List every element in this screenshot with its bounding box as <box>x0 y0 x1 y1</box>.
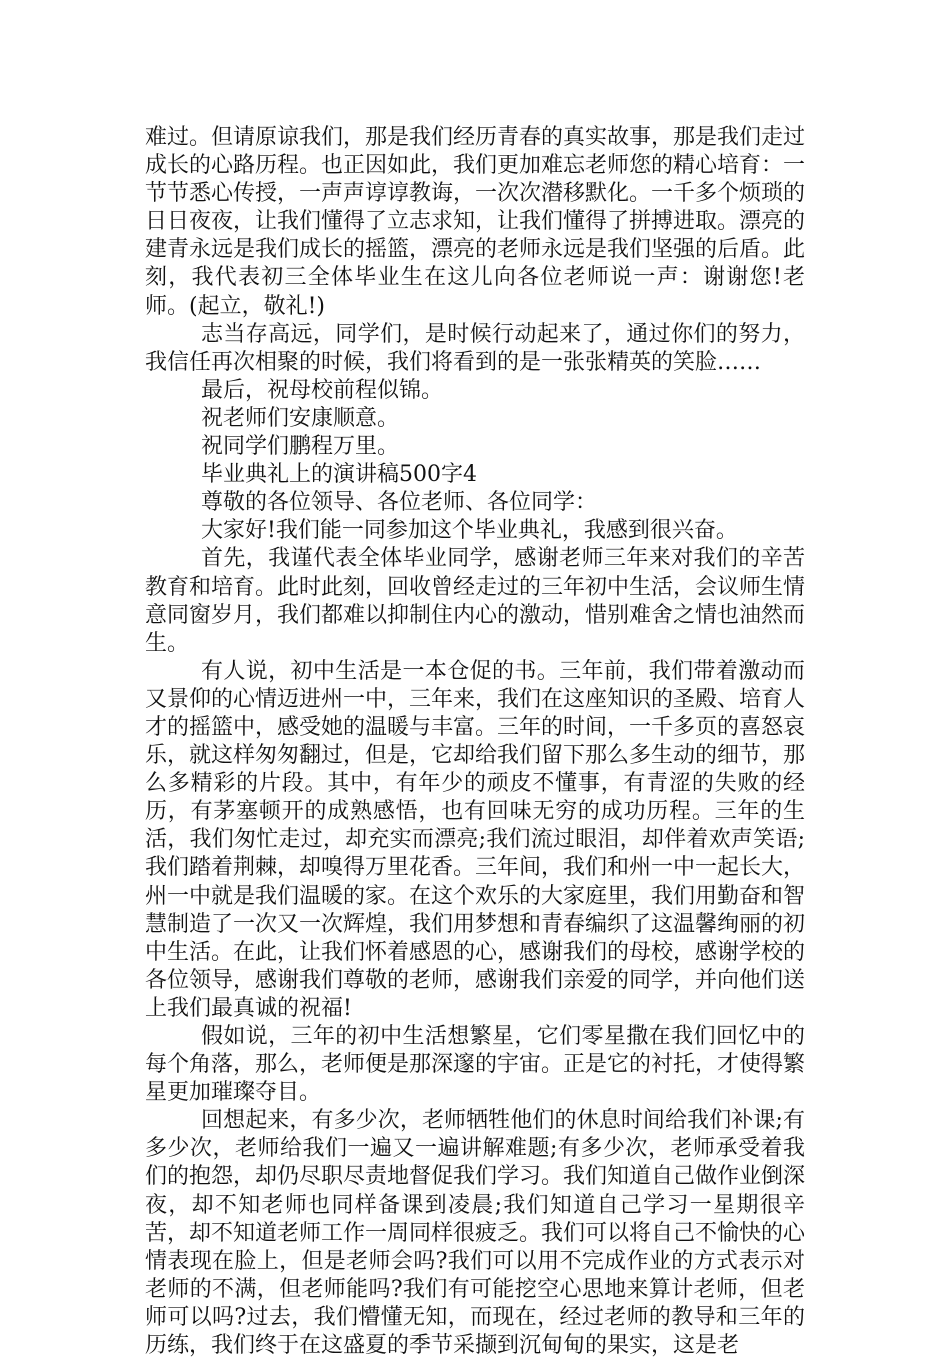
greeting: 大家好!我们能一同参加这个毕业典礼，我感到很兴奋。 <box>201 518 738 544</box>
paragraph-recollection: 回想起来，有多少次，老师牺牲他们的休息时间给我们补课;有多少次，老师给我们一遍又一遍讲解难题;有多少次，老师承受着我们的抱怨，却仍尽职尽责地督促我们学习。我们知道自己做作业倒深夜，却不知老师也同样备课到凌晨;我们知道自己学习一星期很辛苦，却不知道老师工作一周同样很疲乏。我们可以将自己不愉快的心情表现在脸上，但是老师会吗?我们可以用不完成作业的方式表示对老师的不满，但老师能吗?我们有可能挖空心思地来算计老师，但老师可以吗?过去，我们懵懂无知，而现在，经过老师的教导和三年的历练，我们终于在这盛夏的季节采撷到沉甸甸的果实，这是老 <box>145 1108 806 1359</box>
paragraph-stars: 假如说，三年的初中生活想繁星，它们零星撒在我们回忆中的每个角落，那么，老师便是那深邃的宇宙。正是它的衬托，才使得繁星更加璀璨夺目。 <box>145 1024 806 1106</box>
paragraph-gratitude: 难过。但请原谅我们，那是我们经历青春的真实故事，那是我们走过成长的心路历程。也正因如此，我们更加难忘老师您的精心培育：一节节悉心传授，一声声谆谆教诲，一次次潜移默化。一千多个烦琐的日日夜夜，让我们懂得了立志求知，让我们懂得了拼搏进取。漂亮的建青永远是我们成长的摇篮，漂亮的老师永远是我们坚强的后盾。此刻，我代表初三全体毕业生在这儿向各位老师说一声：谢谢您!老师。(起立，敬礼!) <box>145 125 806 319</box>
paragraph-school-life: 有人说，初中生活是一本仓促的书。三年前，我们带着激动而又景仰的心情迈进州一中，三年来，我们在这座知识的圣殿、培育人才的摇篮中，感受她的温暖与丰富。三年的时间，一千多页的喜怒哀乐，就这样匆匆翻过，但是，它却给我们留下那么多生动的细节，那么多精彩的片段。其中，有年少的顽皮不懂事，有青涩的失败的经历，有茅塞顿开的成熟感悟，也有回味无穷的成功历程。三年的生活，我们匆忙走过，却充实而漂亮;我们流过眼泪，却伴着欢声笑语;我们踏着荆棘，却嗅得万里花香。三年间，我们和州一中一起长大，州一中就是我们温暖的家。在这个欢乐的大家庭里，我们用勤奋和智慧制造了一次又一次辉煌，我们用梦想和青春编织了这温馨绚丽的初中生活。在此，让我们怀着感恩的心，感谢我们的母校，感谢学校的各位领导，感谢我们尊敬的老师，感谢我们亲爱的同学，并向他们送上我们最真诚的祝福! <box>145 658 806 1021</box>
section-heading: 毕业典礼上的演讲稿500字4 <box>201 462 477 488</box>
salutation: 尊敬的各位领导、各位老师、各位同学： <box>201 490 598 516</box>
closing-wish-classmates: 祝同学们鹏程万里。 <box>201 434 400 460</box>
paragraph-aspiration: 志当存高远，同学们，是时候行动起来了，通过你们的努力，我信任再次相聚的时候，我们将看到的是一张张精英的笑脸…… <box>145 321 805 375</box>
paragraph-thanks: 首先，我谨代表全体毕业同学，感谢老师三年来对我们的辛苦教育和培育。此时此刻，回收曾经走过的三年初中生活，会议师生情意同窗岁月，我们都难以抑制住内心的激动，惜别难舍之情也油然而生。 <box>145 546 806 656</box>
document-body <box>145 124 805 1360</box>
closing-wish-teachers: 祝老师们安康顺意。 <box>201 405 400 431</box>
closing-wish-school: 最后，祝母校前程似锦。 <box>201 377 444 403</box>
